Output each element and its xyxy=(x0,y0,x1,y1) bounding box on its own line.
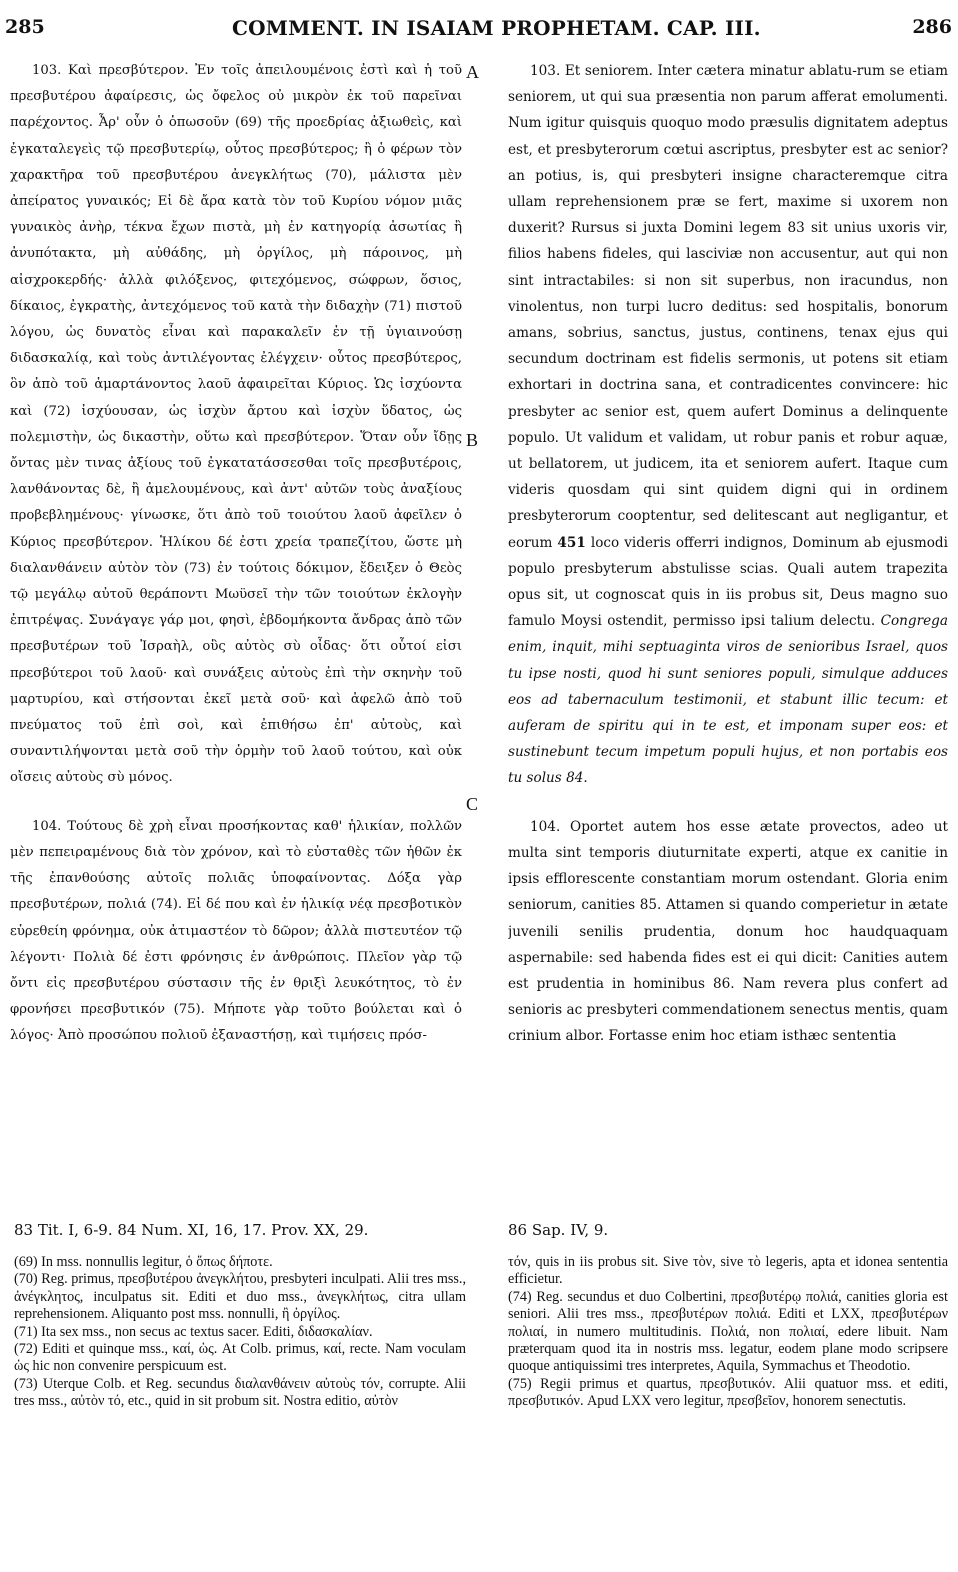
margin-marker-a: A xyxy=(466,62,479,82)
latin-paragraph-103 xyxy=(508,58,948,792)
notes-right xyxy=(508,1254,948,1562)
note-75: (75) Regii primus et quartus, πρεσβυτικόν. Alii quatuor mss. et editi, πρεσβυτικόν. Apud LXX vero legitur, πρεσβεῖον, honorem senectutis. xyxy=(508,1375,948,1410)
margin-marker-b: B xyxy=(466,430,479,450)
column-number: 451 xyxy=(557,534,586,551)
scripture-refs-left: 83 Tit. I, 6-9. 84 Num. XI, 16, 17. Prov. XX, 29. xyxy=(14,1221,369,1239)
note-70: (70) Reg. primus, πρεσβυτέρου ἀνεγκλήτου, presbyteri inculpati. Alii tres mss., ἀνέγκλητος, inculpatus sit. Editi et duo mss., ἀνεγκλήτως, citra ullam reprehensionem. Aliquanto post mss. nonnulli, ἢ ὀργίλος. xyxy=(14,1271,466,1323)
notes-left xyxy=(14,1254,466,1562)
note-71: (71) Ita sex mss., non secus ac textus sacer. Editi, διδασκαλίαν. xyxy=(14,1323,373,1340)
greek-paragraph-104: 104. Τούτους δὲ χρὴ εἶναι προσήκοντας καθ' ἡλικίαν, πολλῶν μὲν πεπειραμένους διὰ τὸν χρόνον, καὶ τὸ εὐσταθὲς τῶν ἠθῶν ἐκ τῆς ἐπανθούσης αὐτοῖς πολιᾶς ὑποφαίνοντας. Δόξα γὰρ πρεσβυτέρων, πολιά (74). Εἰ δέ που καὶ ἐν ἡλικίᾳ νέᾳ πρεσβοτικὸν εὑρεθείη φρόνημα, οὐκ ἀτιμαστέον τὸ δῶρον; ἀλλὰ πιστευτέον τῷ λέγοντι· Πολιὰ δέ ἐστι φρόνησις ἐν ἀνθρώποις. Πλεῖον γὰρ τῷ ὄντι εἰς πρεσβυτέρου σύστασιν τῆς ἐν θριξὶ λευκότητος, τὸ ἐν φρονήσει πρεσβυτικόν (75). Μήποτε γὰρ τοῦτο βούλεται καὶ ὁ λόγος· Ἀπὸ προσώπου πολιοῦ ἐξαναστήσῃ, καὶ τιμήσεις πρόσ- xyxy=(10,818,462,1044)
note-73: (73) Uterque Colb. et Reg. secundus διαλανθάνειν αὐτοὺς τόν, corrupte. Alii tres mss., αὐτὸν τό, etc., quid in sit probum sit. Nostra editio, αὐτὸν xyxy=(14,1375,466,1410)
note-74: (74) Reg. secundus et duo Colbertini, πρεσβυτέρῳ πολιά, canities gloria est seniori. Alii tres mss., πρεσβυτέρων πολιά. Editi et LXX, πρεσβυτέρων πολιαί, in numero multitudinis. Πολιά, non πολιαί, edere libuit. Nam præterquam quod ita in nostris mss. legatur, eodem plane modo scripsere quoque antiquissimi tres interpretes, Aquila, Symmachus et Theodotio. xyxy=(508,1288,948,1375)
note-73-continued: τόν, quis in iis probus sit. Sive τὸν, sive τὸ legeris, apta et idonea sententia efficietur. xyxy=(508,1254,948,1288)
margin-marker-c: C xyxy=(466,794,479,814)
running-title: COMMENT. IN ISAIAM PROPHETAM. CAP. III. xyxy=(232,16,761,40)
page-number-left: 285 xyxy=(5,16,45,38)
latin-103-quote: Congrega enim, inquit, mihi septuaginta viros de senioribus Israel, quos tu ipse nosti, quod hi sunt seniores populi, simulque adduces eos ad tabernaculum testimonii, et stabunt illic tecum: et auferam de spiritu qui in te est, et imponam super eos: et sustinebunt tecum impetum populi hujus, et non portabis eos tu solus 84. xyxy=(508,613,948,787)
page-number-right: 286 xyxy=(912,16,952,38)
greek-paragraph-103: 103. Καὶ πρεσβύτερον. Ἐν τοῖς ἀπειλουμένοις ἐστὶ καὶ ἡ τοῦ πρεσβυτέρου ἀφαίρεσις, ὡς ὄφελος οὐ μικρὸν ἐκ τοῦ παρεῖναι παρέχοντος. Ἆρ' οὖν ὁ ὁπωσοῦν (69) τῆς προεδρίας ἀξιωθεὶς, καὶ ἐγκαταλεγεὶς τῷ πρεσβυτερίῳ, οὗτος πρεσβύτερος; ἢ ὁ φέρων τὸν χαρακτῆρα τοῦ πρεσβυτέρου ἀνεγκλήτως (70), μάλιστα μὲν ἀπείρατος γυναικός; Εἰ δὲ ἄρα κατὰ τὸν τοῦ Κυρίου νόμον μιᾶς γυναικὸς ἀνὴρ, τέκνα ἔχων πιστὰ, μὴ ἐν κατηγορίᾳ ἀσωτίας ἢ ἀνυπότακτα, μὴ αὐθάδης, μὴ ὀργίλος, μὴ πάροινος, μὴ αἰσχροκερδής· ἀλλὰ φιλόξενος, φιτεχόμενος, σώφρων, ὅσιος, δίκαιος, ἐγκρατὴς, ἀντεχόμενος τοῦ κατὰ τὴν διδαχὴν (71) πιστοῦ λόγου, ὡς δυνατὸς εἶναι καὶ παρακαλεῖν ἐν τῇ ὑγιαινούσῃ διδασκαλίᾳ, καὶ τοὺς ἀντιλέγοντας ἐλέγχειν· οὗτος πρεσβύτερος, ὃν ἀπὸ τοῦ ἁμαρτάνοντος λαοῦ ἀφαιρεῖται Κύριος. Ὡς ἰσχύοντα καὶ (72) ἰσχύουσαν, ὡς ἰσχὺν ἄρτου καὶ ἰσχὺν ὕδατος, ὡς πολεμιστὴν, ὡς δικαστὴν, οὕτω καὶ πρεσβύτερον. Ὅταν οὖν ἴδῃς ὄντας μὲν τινας ἀξίους τοῦ ἐγκατατάσσεσθαι τοῖς πρεσβυτέροις, λανθάνοντας δὲ, ἢ ἀμελουμένους, καὶ ἀντ' αὐτῶν τοὺς ἀναξίους προβεβλημένους· γίνωσκε, ὅτι ἀπὸ τοῦ τοιούτου λαοῦ ἀφεῖλεν ὁ Κύριος πρεσβύτερον. Ἡλίκου δέ ἐστι χρεία τραπεζίτου, ὥστε μὴ διαλανθάνειν αὐτὸν τὸν (73) ἐν τούτοις δόκιμον, ἔδειξεν ὁ Θεὸς τῷ μεγάλῳ αὐτοῦ θεράποντι Μωϋσεῖ τὴν τῶν τοιούτων ἐκλογὴν ἐπιτρέψας. Συνάγαγε γάρ μοι, φησὶ, ἑβδομήκοντα ἄνδρας ἀπὸ τῶν πρεσβυτέρων τοῦ Ἰσραὴλ, οὓς αὐτὸς σὺ οἶδας· ὅτι οὗτοί εἰσι πρεσβύτεροι τοῦ λαοῦ· καὶ συνάξεις αὐτοὺς ἐπὶ τὴν σκηνὴν τοῦ μαρτυρίου, καὶ στήσονται ἐκεῖ μετὰ σοῦ· καὶ ἀφελῶ ἀπὸ τοῦ πνεύματος τοῦ ἐπὶ σοὶ, καὶ ἐπιθήσω ἐπ' αὐτοὺς, καὶ συναντιλήψονται μετὰ σοῦ τὴν ὁρμὴν τοῦ λαοῦ τούτου, καὶ οὐκ οἴσεις αὐτοὺς σὺ μόνος. xyxy=(10,63,462,786)
latin-paragraph-104: 104. Oportet autem hos esse ætate provectos, adeo ut multa sint temporis diuturnitate experti, atque ex canitie in ipsis efflorescente constantiam morum ostendant. Gloria enim seniorum, canities 85. Attamen si quando comperietur in ætate juvenili senilis prudentia, donum hoc haudquaquam aspernabile: sed habenda fides est ei qui dicit: Canities autem est prudentia in hominibus 86. Nam revera plus confert ad senioris ac presbyteri commendationem senectus mentis, quam crinium albor. Fortasse enim hoc etiam isthæc sententia xyxy=(508,818,948,1045)
note-72: (72) Editi et quinque mss., καί, ὡς. At Colb. primus, καί, recte. Nam voculam ὡς hic non convenire perspicuum est. xyxy=(14,1341,466,1375)
greek-column xyxy=(10,58,462,1200)
page-header xyxy=(0,14,958,54)
latin-103-text-b: loco videris offerri indignos, Dominum ab ejusmodi populo presbyterum abstulisse scias. Quali autem trapezita opus sit, ut cognoscat quis in iis probus sit, Deus magno suo famulo Moysi ostendit, permisso ipsi talium delectu. xyxy=(508,534,948,630)
latin-103-text-a: 103. Et seniorem. Inter cætera minatur ablatu-rum se etiam seniorem, ut qui sua præsentia non parum afferat emolumenti. Num igitur quisquis quoquo modo præsulis dignitatem adeptus est, et presbyterorum cœtui ascriptus, presbyter est ac senior? an potius, is, qui presbyteri insigne characteremque citra ullam reprehensionem præ se fert, maxime si uxorem non duxerit? Rursus si juxta Domini legem 83 sit unius uxoris vir, filios habens fideles, qui lasciviæ non accusentur, aut qui non sint intractabiles: si non sit superbus, non iracundus, non vinolentus, non turpi lucro deditus: sed hospitalis, bonorum amans, sobrius, sanctus, justus, continens, tenax ejus qui secundum doctrinam est fidelis sermonis, ut potens sit etiam exhortari in doctrina sana, et contradicentes convincere: hic presbyter ac senior est, quem aufert Dominus a delinquente populo. Ut validum et validam, ut robur panis et robur aquæ, ut bellatorem, ut judicem, ita et seniorem aufert. Itaque cum videris quosdam qui sint quidem digni qui in ordinem presbyterorum cooptentur, sed delitescant aut negligantur, et eorum xyxy=(508,63,948,551)
scripture-refs-right: 86 Sap. IV, 9. xyxy=(508,1221,609,1239)
latin-column xyxy=(508,58,948,1200)
note-69: (69) In mss. nonnullis legitur, ὁ ὅπως δήποτε. xyxy=(14,1254,273,1270)
